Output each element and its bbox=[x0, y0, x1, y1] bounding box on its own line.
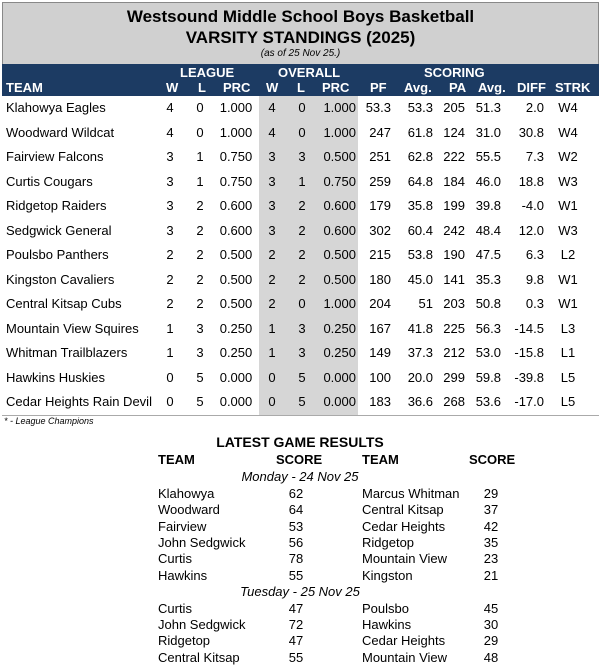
overall-wins: 0 bbox=[268, 394, 276, 409]
points-for: 167 bbox=[369, 320, 391, 336]
points-for: 149 bbox=[369, 345, 391, 360]
points-for: 180 bbox=[369, 271, 391, 287]
overall-wins: 4 bbox=[268, 100, 276, 115]
away-score: 29 bbox=[483, 486, 499, 501]
table-row bbox=[2, 145, 599, 170]
points-against: 141 bbox=[443, 271, 465, 287]
league-losses: 0 bbox=[196, 100, 204, 115]
points-against: 190 bbox=[443, 247, 465, 262]
overall-pct: 0.250 bbox=[323, 345, 356, 360]
pf-average: 35.8 bbox=[407, 198, 433, 213]
pa-header: PA bbox=[449, 80, 467, 95]
team-name: Cedar Heights Rain Devil bbox=[6, 394, 152, 409]
league-losses: 2 bbox=[196, 198, 204, 213]
league-losses: 0 bbox=[196, 124, 204, 140]
league-pct: 0.000 bbox=[219, 394, 253, 409]
home-score: 62 bbox=[288, 486, 304, 501]
point-diff: 7.3 bbox=[525, 149, 544, 164]
strk-header: STRK bbox=[555, 80, 591, 95]
point-diff: -14.5 bbox=[514, 320, 544, 336]
points-for: 204 bbox=[369, 296, 391, 311]
overall-group-header: OVERALL bbox=[278, 65, 341, 80]
results-score-header-2: SCORE bbox=[469, 452, 516, 467]
results-day-label: Tuesday - 25 Nov 25 bbox=[240, 583, 360, 599]
points-for: 251 bbox=[369, 149, 391, 164]
away-score: 23 bbox=[483, 551, 499, 567]
points-against: 184 bbox=[443, 173, 465, 189]
as-of-date: (as of 25 Nov 25.) bbox=[260, 48, 341, 59]
overall-prc-header: PRC bbox=[322, 80, 350, 95]
points-against: 203 bbox=[443, 296, 465, 311]
overall-losses: 0 bbox=[298, 296, 306, 311]
league-prc-header: PRC bbox=[223, 80, 251, 95]
league-losses: 1 bbox=[196, 173, 204, 189]
team-name: Ridgetop Raiders bbox=[6, 198, 107, 213]
league-pct: 1.000 bbox=[219, 124, 253, 140]
league-losses: 5 bbox=[196, 394, 204, 409]
team-name: Sedgwick General bbox=[6, 222, 112, 238]
away-team: Poulsbo bbox=[362, 600, 409, 616]
league-wins: 2 bbox=[166, 296, 174, 311]
results-team-header-2: TEAM bbox=[362, 452, 399, 467]
league-pct: 0.600 bbox=[219, 222, 253, 238]
points-for: 302 bbox=[369, 222, 391, 238]
results-score-header: SCORE bbox=[276, 452, 323, 467]
point-diff: 6.3 bbox=[525, 247, 544, 262]
home-score: 64 bbox=[288, 502, 304, 518]
overall-wins: 3 bbox=[268, 173, 276, 189]
overall-pct: 1.000 bbox=[323, 100, 356, 115]
away-score: 37 bbox=[483, 502, 499, 518]
away-team: Cedar Heights bbox=[362, 518, 446, 534]
overall-wins: 1 bbox=[268, 320, 276, 336]
pa-average: 47.5 bbox=[475, 247, 501, 262]
away-score: 48 bbox=[483, 649, 499, 665]
league-losses: 2 bbox=[196, 247, 204, 262]
points-for: 100 bbox=[369, 369, 391, 385]
point-diff: 18.8 bbox=[518, 173, 544, 189]
league-losses: 3 bbox=[196, 320, 204, 336]
league-pct: 0.750 bbox=[219, 173, 253, 189]
league-pct: 1.000 bbox=[219, 100, 253, 115]
league-pct: 0.750 bbox=[219, 149, 253, 164]
overall-pct: 0.250 bbox=[323, 320, 356, 336]
team-name: Kingston Cavaliers bbox=[6, 271, 115, 287]
away-score: 21 bbox=[483, 567, 499, 583]
home-team: Klahowya bbox=[158, 486, 215, 501]
pa-avg-header: Avg. bbox=[478, 80, 506, 95]
home-score: 47 bbox=[288, 600, 304, 616]
point-diff: 30.8 bbox=[518, 124, 544, 140]
table-row bbox=[2, 341, 599, 366]
away-score: 35 bbox=[483, 534, 499, 550]
home-score: 55 bbox=[288, 567, 304, 583]
overall-wins: 1 bbox=[268, 345, 276, 360]
points-for: 215 bbox=[369, 247, 391, 262]
home-team: Curtis bbox=[158, 551, 192, 567]
league-w-header: W bbox=[166, 80, 179, 95]
points-against: 222 bbox=[443, 149, 465, 164]
streak: W4 bbox=[558, 100, 578, 115]
overall-pct: 0.750 bbox=[323, 173, 356, 189]
league-wins: 1 bbox=[166, 345, 174, 360]
overall-pct: 0.000 bbox=[323, 369, 356, 385]
home-team: Central Kitsap bbox=[158, 649, 240, 665]
overall-pct: 0.000 bbox=[323, 394, 356, 409]
league-wins: 3 bbox=[166, 222, 174, 238]
pf-header: PF bbox=[370, 80, 387, 95]
page-title: Westsound Middle School Boys Basketball bbox=[126, 7, 475, 26]
away-team: Marcus Whitman bbox=[362, 486, 460, 501]
team-name: Fairview Falcons bbox=[6, 149, 104, 164]
pa-average: 39.8 bbox=[475, 198, 501, 213]
away-team: Hawkins bbox=[362, 617, 412, 633]
pa-average: 46.0 bbox=[475, 173, 501, 189]
pf-average: 53.8 bbox=[407, 247, 433, 262]
home-score: 47 bbox=[288, 633, 304, 649]
standings-table bbox=[2, 96, 599, 415]
points-against: 124 bbox=[443, 124, 465, 140]
points-against: 225 bbox=[443, 320, 465, 336]
streak: L1 bbox=[560, 345, 576, 360]
table-row bbox=[2, 390, 599, 415]
league-group-header: LEAGUE bbox=[180, 65, 235, 80]
league-pct: 0.250 bbox=[219, 345, 253, 360]
table-row bbox=[2, 366, 599, 391]
column-header-band bbox=[2, 64, 599, 96]
pf-avg-header: Avg. bbox=[404, 80, 432, 95]
league-pct: 0.000 bbox=[219, 369, 253, 385]
league-wins: 2 bbox=[166, 271, 174, 287]
pa-average: 51.3 bbox=[475, 100, 501, 115]
table-row bbox=[2, 292, 599, 317]
overall-pct: 0.500 bbox=[323, 271, 356, 287]
team-name: Poulsbo Panthers bbox=[6, 247, 109, 262]
league-pct: 0.600 bbox=[219, 198, 253, 213]
points-against: 299 bbox=[443, 369, 465, 385]
overall-losses: 2 bbox=[298, 247, 306, 262]
point-diff: -4.0 bbox=[521, 198, 544, 213]
pf-average: 62.8 bbox=[407, 149, 433, 164]
league-losses: 2 bbox=[196, 271, 204, 287]
team-name: Klahowya Eagles bbox=[6, 100, 106, 115]
overall-wins: 0 bbox=[268, 369, 276, 385]
pf-average: 41.8 bbox=[407, 320, 433, 336]
home-score: 72 bbox=[288, 617, 304, 633]
point-diff: -39.8 bbox=[514, 369, 544, 385]
overall-losses: 3 bbox=[298, 149, 306, 164]
overall-wins: 3 bbox=[268, 198, 276, 213]
pf-average: 36.6 bbox=[407, 394, 433, 409]
streak: W3 bbox=[558, 222, 578, 238]
overall-pct: 0.500 bbox=[323, 149, 356, 164]
pa-average: 35.3 bbox=[475, 271, 501, 287]
pa-average: 50.8 bbox=[475, 296, 501, 311]
pf-average: 37.3 bbox=[407, 345, 433, 360]
away-score: 42 bbox=[483, 518, 499, 534]
points-for: 247 bbox=[369, 124, 391, 140]
streak: L3 bbox=[560, 320, 576, 336]
points-for: 179 bbox=[369, 198, 391, 213]
pf-average: 60.4 bbox=[407, 222, 433, 238]
point-diff: 9.8 bbox=[525, 271, 544, 287]
league-l-header: L bbox=[198, 80, 206, 95]
pa-average: 56.3 bbox=[475, 320, 501, 336]
scoring-group-header: SCORING bbox=[424, 65, 485, 80]
point-diff: 12.0 bbox=[518, 222, 544, 238]
pf-average: 53.3 bbox=[407, 100, 433, 115]
streak: W1 bbox=[558, 271, 578, 287]
overall-losses: 3 bbox=[298, 320, 306, 336]
point-diff: -15.8 bbox=[514, 345, 544, 360]
home-team: John Sedgwick bbox=[158, 534, 246, 550]
league-wins: 1 bbox=[166, 320, 174, 336]
home-team: John Sedgwick bbox=[158, 617, 246, 633]
league-wins: 3 bbox=[166, 173, 174, 189]
away-score: 30 bbox=[483, 617, 499, 633]
points-against: 212 bbox=[443, 345, 465, 360]
league-wins: 3 bbox=[166, 149, 174, 164]
home-team: Hawkins bbox=[158, 567, 208, 583]
home-score: 56 bbox=[288, 534, 304, 550]
table-row bbox=[2, 219, 599, 244]
overall-pct: 0.600 bbox=[323, 198, 356, 213]
overall-losses: 2 bbox=[298, 222, 306, 238]
streak: W4 bbox=[558, 124, 578, 140]
away-score: 29 bbox=[483, 633, 499, 649]
overall-losses: 3 bbox=[298, 345, 306, 360]
home-score: 55 bbox=[288, 649, 304, 665]
overall-pct: 0.500 bbox=[323, 247, 356, 262]
away-team: Kingston bbox=[362, 567, 413, 583]
pf-average: 45.0 bbox=[407, 271, 433, 287]
overall-l-header: L bbox=[297, 80, 305, 95]
overall-wins: 2 bbox=[268, 296, 276, 311]
point-diff: 0.3 bbox=[525, 296, 544, 311]
league-losses: 3 bbox=[196, 345, 204, 360]
away-team: Mountain View bbox=[362, 649, 448, 665]
table-row bbox=[2, 170, 599, 195]
pa-average: 55.5 bbox=[475, 149, 501, 164]
points-for: 259 bbox=[369, 173, 391, 189]
league-pct: 0.250 bbox=[219, 320, 253, 336]
overall-wins: 4 bbox=[268, 124, 276, 140]
points-against: 242 bbox=[443, 222, 465, 238]
page-subtitle: VARSITY STANDINGS (2025) bbox=[185, 28, 416, 47]
team-name: Hawkins Huskies bbox=[6, 369, 105, 385]
latest-results-title: LATEST GAME RESULTS bbox=[216, 434, 384, 450]
team-name: Central Kitsap Cubs bbox=[6, 296, 122, 311]
overall-w-header: W bbox=[266, 80, 279, 95]
point-diff: 2.0 bbox=[525, 100, 544, 115]
pa-average: 31.0 bbox=[475, 124, 501, 140]
streak: L5 bbox=[560, 394, 576, 409]
overall-wins: 3 bbox=[268, 222, 276, 238]
results-team-header: TEAM bbox=[158, 452, 195, 467]
table-row bbox=[2, 243, 599, 268]
league-losses: 1 bbox=[196, 149, 204, 164]
streak: W3 bbox=[558, 173, 578, 189]
overall-wins: 2 bbox=[268, 247, 276, 262]
streak: W1 bbox=[558, 296, 578, 311]
point-diff: -17.0 bbox=[514, 394, 544, 409]
diff-header: DIFF bbox=[517, 80, 546, 95]
points-for: 183 bbox=[369, 394, 391, 409]
table-row bbox=[2, 194, 599, 219]
pa-average: 48.4 bbox=[475, 222, 501, 238]
pa-average: 59.8 bbox=[475, 369, 501, 385]
points-against: 268 bbox=[443, 394, 465, 409]
home-team: Curtis bbox=[158, 600, 192, 616]
team-name: Mountain View Squires bbox=[6, 320, 139, 336]
pf-average: 20.0 bbox=[407, 369, 433, 385]
streak: W1 bbox=[558, 198, 578, 213]
league-pct: 0.500 bbox=[219, 271, 253, 287]
overall-losses: 2 bbox=[298, 198, 306, 213]
table-row bbox=[2, 317, 599, 342]
overall-losses: 1 bbox=[298, 173, 306, 189]
league-losses: 2 bbox=[196, 296, 204, 311]
team-name: Curtis Cougars bbox=[6, 173, 93, 189]
overall-pct: 1.000 bbox=[323, 296, 356, 311]
overall-losses: 0 bbox=[298, 124, 306, 140]
overall-pct: 1.000 bbox=[323, 124, 356, 140]
overall-wins: 2 bbox=[268, 271, 276, 287]
pf-average: 61.8 bbox=[407, 124, 433, 140]
home-team: Fairview bbox=[158, 518, 207, 534]
overall-losses: 5 bbox=[298, 369, 306, 385]
streak: L2 bbox=[560, 247, 576, 262]
home-score: 78 bbox=[288, 551, 304, 567]
overall-pct: 0.600 bbox=[323, 222, 356, 238]
league-wins: 3 bbox=[166, 198, 174, 213]
league-pct: 0.500 bbox=[219, 296, 253, 311]
team-name: Whitman Trailblazers bbox=[6, 345, 128, 360]
league-wins: 4 bbox=[166, 100, 174, 115]
league-wins: 0 bbox=[166, 394, 174, 409]
overall-losses: 0 bbox=[298, 100, 306, 115]
overall-losses: 5 bbox=[298, 394, 306, 409]
team-name: Woodward Wildcat bbox=[6, 124, 115, 140]
team-col-header: TEAM bbox=[6, 80, 43, 95]
pa-average: 53.6 bbox=[475, 394, 501, 409]
league-losses: 5 bbox=[196, 369, 204, 385]
points-against: 205 bbox=[443, 100, 465, 115]
pa-average: 53.0 bbox=[475, 345, 501, 360]
league-wins: 0 bbox=[166, 369, 174, 385]
pf-average: 64.8 bbox=[407, 173, 433, 189]
away-team: Mountain View bbox=[362, 551, 448, 567]
home-score: 53 bbox=[288, 518, 304, 534]
overall-losses: 2 bbox=[298, 271, 306, 287]
points-for: 53.3 bbox=[365, 100, 391, 115]
table-row bbox=[2, 268, 599, 293]
overall-wins: 3 bbox=[268, 149, 276, 164]
footnote: * - League Champions bbox=[4, 416, 94, 426]
league-wins: 4 bbox=[166, 124, 174, 140]
table-row bbox=[2, 96, 599, 121]
away-score: 45 bbox=[483, 600, 499, 616]
streak: L5 bbox=[560, 369, 576, 385]
table-row bbox=[2, 121, 599, 146]
results-day-label: Monday - 24 Nov 25 bbox=[241, 469, 359, 484]
points-against: 199 bbox=[443, 198, 465, 213]
league-wins: 2 bbox=[166, 247, 174, 262]
league-losses: 2 bbox=[196, 222, 204, 238]
away-team: Central Kitsap bbox=[362, 502, 444, 518]
away-team: Cedar Heights bbox=[362, 633, 446, 649]
title-header bbox=[2, 2, 599, 66]
league-pct: 0.500 bbox=[219, 247, 253, 262]
away-team: Ridgetop bbox=[362, 534, 415, 550]
pf-average: 51 bbox=[418, 296, 433, 311]
home-team: Woodward bbox=[158, 502, 220, 518]
home-team: Ridgetop bbox=[158, 633, 211, 649]
streak: W2 bbox=[558, 149, 578, 164]
